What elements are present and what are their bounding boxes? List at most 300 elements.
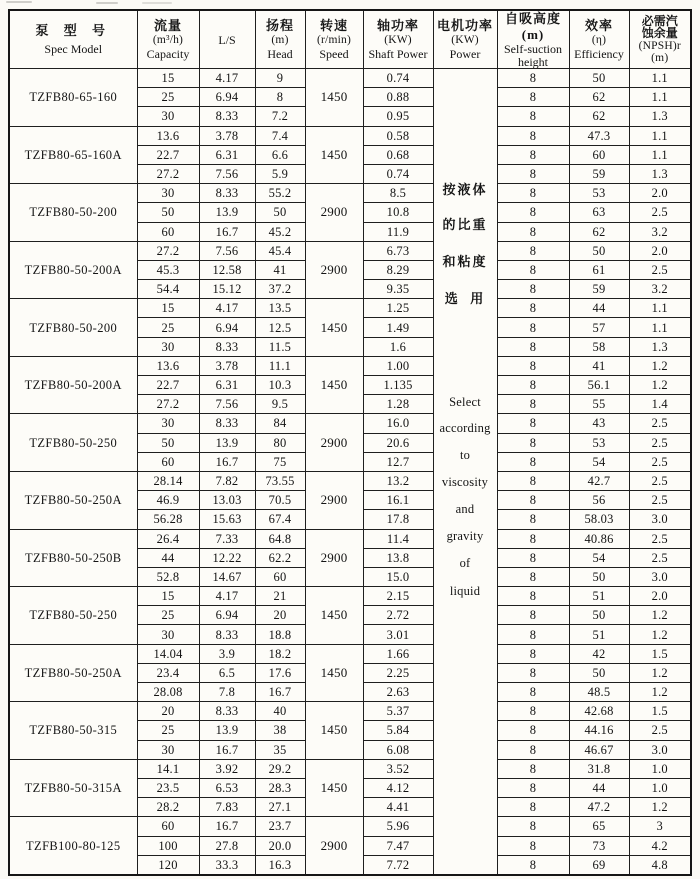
ls-cell: 13.9 <box>199 433 255 452</box>
header-label-en: L/S <box>218 32 236 47</box>
spec-row <box>9 356 691 375</box>
ls-cell: 16.7 <box>199 817 255 836</box>
efficiency-cell: 58 <box>569 337 629 356</box>
efficiency-cell: 69 <box>569 855 629 875</box>
shaft-power-cell: 0.88 <box>363 88 433 107</box>
self-suction-cell: 8 <box>497 337 569 356</box>
npsh-cell: 2.5 <box>629 721 691 740</box>
head-cell: 16.7 <box>255 683 305 702</box>
speed-cell: 2900 <box>305 414 363 472</box>
capacity-cell: 22.7 <box>137 376 199 395</box>
capacity-cell: 30 <box>137 740 199 759</box>
shaft-power-cell: 1.28 <box>363 395 433 414</box>
head-cell: 38 <box>255 721 305 740</box>
model-name-cell: TZFB80-50-315A <box>9 759 137 817</box>
self-suction-cell: 8 <box>497 260 569 279</box>
self-suction-cell: 8 <box>497 356 569 375</box>
spec-row <box>9 299 691 318</box>
self-suction-cell: 8 <box>497 107 569 126</box>
shaft-power-cell: 10.8 <box>363 203 433 222</box>
header-label-zh: 必需汽 <box>641 13 678 28</box>
speed-cell: 2900 <box>305 817 363 875</box>
head-cell: 37.2 <box>255 280 305 299</box>
capacity-cell: 120 <box>137 855 199 875</box>
head-cell: 21 <box>255 587 305 606</box>
efficiency-cell: 42.68 <box>569 702 629 721</box>
ls-cell: 6.31 <box>199 145 255 164</box>
capacity-cell: 52.8 <box>137 567 199 586</box>
header-row <box>9 10 691 69</box>
capacity-cell: 13.6 <box>137 126 199 145</box>
self-suction-cell: 8 <box>497 395 569 414</box>
npsh-cell: 2.0 <box>629 241 691 260</box>
head-cell: 18.2 <box>255 644 305 663</box>
efficiency-cell: 42.7 <box>569 471 629 490</box>
header-label-en: Head <box>267 47 293 61</box>
efficiency-cell: 50 <box>569 567 629 586</box>
head-cell: 75 <box>255 452 305 471</box>
header-unit: (KW) <box>384 34 412 46</box>
head-cell: 60 <box>255 567 305 586</box>
shaft-power-cell: 6.73 <box>363 241 433 260</box>
col-header-self-suction <box>497 10 569 69</box>
shaft-power-cell: 8.5 <box>363 184 433 203</box>
scan-artifact <box>142 2 172 4</box>
self-suction-cell: 8 <box>497 433 569 452</box>
npsh-cell: 2.5 <box>629 433 691 452</box>
npsh-cell: 3 <box>629 817 691 836</box>
efficiency-cell: 59 <box>569 280 629 299</box>
table-body <box>9 69 691 875</box>
efficiency-cell: 58.03 <box>569 510 629 529</box>
capacity-cell: 28.08 <box>137 683 199 702</box>
model-name-cell: TZFB100-80-125 <box>9 817 137 875</box>
power-note-line: gravity <box>446 529 484 543</box>
header-label-zh: 轴功率 <box>376 18 419 33</box>
capacity-cell: 28.14 <box>137 471 199 490</box>
ls-cell: 14.67 <box>199 567 255 586</box>
ls-cell: 8.33 <box>199 625 255 644</box>
header-label-en: Spec Model <box>44 42 103 56</box>
shaft-power-cell: 1.49 <box>363 318 433 337</box>
model-name-cell: TZFB80-50-250B <box>9 529 137 587</box>
capacity-cell: 30 <box>137 107 199 126</box>
capacity-cell: 25 <box>137 721 199 740</box>
efficiency-cell: 42 <box>569 644 629 663</box>
head-cell: 9.5 <box>255 395 305 414</box>
ls-cell: 7.56 <box>199 395 255 414</box>
header-unit: (r/min) <box>317 34 351 46</box>
head-cell: 13.5 <box>255 299 305 318</box>
model-name-cell: TZFB80-50-250 <box>9 414 137 472</box>
efficiency-cell: 46.67 <box>569 740 629 759</box>
spec-row <box>9 817 691 836</box>
self-suction-cell: 8 <box>497 280 569 299</box>
header-unit: (m³/h) <box>152 34 184 46</box>
capacity-cell: 25 <box>137 606 199 625</box>
head-cell: 10.3 <box>255 376 305 395</box>
ls-cell: 7.8 <box>199 683 255 702</box>
efficiency-cell: 60 <box>569 145 629 164</box>
ls-cell: 6.5 <box>199 663 255 682</box>
power-note-line: of <box>459 556 471 570</box>
npsh-cell: 2.5 <box>629 203 691 222</box>
self-suction-cell: 8 <box>497 529 569 548</box>
head-cell: 8 <box>255 88 305 107</box>
ls-cell: 15.12 <box>199 280 255 299</box>
header-unit: (NPSH)r <box>638 39 681 52</box>
npsh-cell: 2.5 <box>629 491 691 510</box>
speed-cell: 1450 <box>305 299 363 357</box>
spec-row <box>9 759 691 778</box>
header-label-en: Speed <box>319 47 349 61</box>
power-note-line: 的比重 <box>442 217 488 232</box>
efficiency-cell: 44 <box>569 778 629 797</box>
spec-row <box>9 702 691 721</box>
npsh-cell: 1.3 <box>629 107 691 126</box>
capacity-cell: 15 <box>137 299 199 318</box>
shaft-power-cell: 9.35 <box>363 280 433 299</box>
npsh-cell: 3.0 <box>629 567 691 586</box>
head-cell: 45.4 <box>255 241 305 260</box>
efficiency-cell: 62 <box>569 88 629 107</box>
shaft-power-cell: 2.15 <box>363 587 433 606</box>
head-cell: 70.5 <box>255 491 305 510</box>
model-name-cell: TZFB80-65-160 <box>9 69 137 127</box>
capacity-cell: 15 <box>137 587 199 606</box>
self-suction-cell: 8 <box>497 740 569 759</box>
header-label-en: Power <box>449 47 481 61</box>
efficiency-cell: 62 <box>569 222 629 241</box>
capacity-cell: 60 <box>137 452 199 471</box>
power-note-line: 选 用 <box>444 291 486 306</box>
capacity-cell: 27.2 <box>137 395 199 414</box>
npsh-cell: 1.0 <box>629 759 691 778</box>
self-suction-cell: 8 <box>497 145 569 164</box>
self-suction-cell: 8 <box>497 203 569 222</box>
head-cell: 35 <box>255 740 305 759</box>
head-cell: 62.2 <box>255 548 305 567</box>
shaft-power-cell: 1.25 <box>363 299 433 318</box>
npsh-cell: 1.4 <box>629 395 691 414</box>
npsh-cell: 2.5 <box>629 529 691 548</box>
col-header-ls <box>199 10 255 69</box>
col-header-head <box>255 10 305 69</box>
self-suction-cell: 8 <box>497 702 569 721</box>
capacity-cell: 54.4 <box>137 280 199 299</box>
ls-cell: 4.17 <box>199 69 255 88</box>
npsh-cell: 1.2 <box>629 663 691 682</box>
self-suction-cell: 8 <box>497 491 569 510</box>
spec-row <box>9 241 691 260</box>
col-header-spec-model <box>9 10 137 69</box>
shaft-power-cell: 16.0 <box>363 414 433 433</box>
header-label-zh: 电机功率 <box>436 18 493 33</box>
self-suction-cell: 8 <box>497 625 569 644</box>
head-cell: 20.0 <box>255 836 305 855</box>
capacity-cell: 60 <box>137 222 199 241</box>
head-cell: 7.4 <box>255 126 305 145</box>
shaft-power-cell: 1.135 <box>363 376 433 395</box>
self-suction-cell: 8 <box>497 184 569 203</box>
self-suction-cell: 8 <box>497 241 569 260</box>
spec-row <box>9 587 691 606</box>
head-cell: 80 <box>255 433 305 452</box>
head-cell: 84 <box>255 414 305 433</box>
header-label-en: Shaft Power <box>368 47 428 61</box>
self-suction-cell: 8 <box>497 414 569 433</box>
npsh-cell: 1.2 <box>629 606 691 625</box>
ls-cell: 6.94 <box>199 606 255 625</box>
self-suction-cell: 8 <box>497 721 569 740</box>
npsh-cell: 2.5 <box>629 452 691 471</box>
shaft-power-cell: 3.01 <box>363 625 433 644</box>
self-suction-cell: 8 <box>497 510 569 529</box>
efficiency-cell: 55 <box>569 395 629 414</box>
npsh-cell: 1.0 <box>629 778 691 797</box>
shaft-power-cell: 20.6 <box>363 433 433 452</box>
head-cell: 41 <box>255 260 305 279</box>
capacity-cell: 23.5 <box>137 778 199 797</box>
shaft-power-cell: 1.66 <box>363 644 433 663</box>
self-suction-cell: 8 <box>497 778 569 797</box>
speed-cell: 1450 <box>305 356 363 414</box>
efficiency-cell: 56 <box>569 491 629 510</box>
npsh-cell: 1.1 <box>629 126 691 145</box>
shaft-power-cell: 6.08 <box>363 740 433 759</box>
self-suction-cell: 8 <box>497 683 569 702</box>
shaft-power-cell: 16.1 <box>363 491 433 510</box>
shaft-power-cell: 2.63 <box>363 683 433 702</box>
speed-cell: 2900 <box>305 184 363 242</box>
header-unit: (KW) <box>451 34 479 46</box>
shaft-power-cell: 0.68 <box>363 145 433 164</box>
shaft-power-cell: 4.41 <box>363 798 433 817</box>
shaft-power-cell: 11.9 <box>363 222 433 241</box>
ls-cell: 8.33 <box>199 107 255 126</box>
ls-cell: 7.83 <box>199 798 255 817</box>
scan-artifact <box>6 1 32 3</box>
efficiency-cell: 40.86 <box>569 529 629 548</box>
shaft-power-cell: 1.00 <box>363 356 433 375</box>
header-label-en: Self-suction <box>504 42 562 56</box>
head-cell: 7.2 <box>255 107 305 126</box>
capacity-cell: 30 <box>137 625 199 644</box>
ls-cell: 7.56 <box>199 241 255 260</box>
efficiency-cell: 61 <box>569 260 629 279</box>
shaft-power-cell: 5.84 <box>363 721 433 740</box>
speed-cell: 1450 <box>305 126 363 184</box>
capacity-cell: 27.2 <box>137 164 199 183</box>
model-name-cell: TZFB80-50-250A <box>9 471 137 529</box>
scan-artifact <box>96 2 118 4</box>
head-cell: 11.5 <box>255 337 305 356</box>
power-note-line: viscosity <box>441 475 489 489</box>
self-suction-cell: 8 <box>497 126 569 145</box>
efficiency-cell: 50 <box>569 606 629 625</box>
npsh-cell: 2.5 <box>629 414 691 433</box>
ls-cell: 16.7 <box>199 452 255 471</box>
ls-cell: 13.9 <box>199 203 255 222</box>
npsh-cell: 1.1 <box>629 299 691 318</box>
ls-cell: 6.53 <box>199 778 255 797</box>
shaft-power-cell: 12.7 <box>363 452 433 471</box>
self-suction-cell: 8 <box>497 318 569 337</box>
spec-row <box>9 69 691 88</box>
capacity-cell: 27.2 <box>137 241 199 260</box>
shaft-power-cell: 2.25 <box>363 663 433 682</box>
capacity-cell: 50 <box>137 203 199 222</box>
table-header <box>9 10 691 69</box>
npsh-cell: 1.5 <box>629 702 691 721</box>
header-label-zh: 自吸高度(m) <box>504 11 561 42</box>
header-unit: (m) <box>651 52 669 64</box>
col-header-shaft-power <box>363 10 433 69</box>
capacity-cell: 25 <box>137 88 199 107</box>
header-label-zh: 转速 <box>319 18 348 33</box>
npsh-cell: 1.2 <box>629 625 691 644</box>
npsh-cell: 1.1 <box>629 88 691 107</box>
shaft-power-cell: 5.37 <box>363 702 433 721</box>
shaft-power-cell: 13.8 <box>363 548 433 567</box>
efficiency-cell: 53 <box>569 184 629 203</box>
shaft-power-cell: 0.58 <box>363 126 433 145</box>
col-header-speed <box>305 10 363 69</box>
npsh-cell: 1.3 <box>629 164 691 183</box>
npsh-cell: 3.2 <box>629 280 691 299</box>
speed-cell: 1450 <box>305 702 363 760</box>
efficiency-cell: 47.3 <box>569 126 629 145</box>
efficiency-cell: 47.2 <box>569 798 629 817</box>
self-suction-cell: 8 <box>497 759 569 778</box>
ls-cell: 3.78 <box>199 356 255 375</box>
head-cell: 16.3 <box>255 855 305 875</box>
capacity-cell: 22.7 <box>137 145 199 164</box>
npsh-cell: 3.2 <box>629 222 691 241</box>
efficiency-cell: 50 <box>569 69 629 88</box>
power-note-line: Select <box>449 395 481 409</box>
head-cell: 11.1 <box>255 356 305 375</box>
efficiency-cell: 62 <box>569 107 629 126</box>
spec-row <box>9 644 691 663</box>
ls-cell: 13.03 <box>199 491 255 510</box>
shaft-power-cell: 0.95 <box>363 107 433 126</box>
efficiency-cell: 51 <box>569 587 629 606</box>
capacity-cell: 23.4 <box>137 663 199 682</box>
head-cell: 17.6 <box>255 663 305 682</box>
self-suction-cell: 8 <box>497 567 569 586</box>
efficiency-cell: 54 <box>569 452 629 471</box>
speed-cell: 1450 <box>305 69 363 127</box>
ls-cell: 8.33 <box>199 184 255 203</box>
shaft-power-cell: 8.29 <box>363 260 433 279</box>
header-label-zh: 效率 <box>584 18 613 33</box>
ls-cell: 16.7 <box>199 740 255 759</box>
power-note-line: liquid <box>449 584 481 598</box>
efficiency-cell: 41 <box>569 356 629 375</box>
ls-cell: 3.9 <box>199 644 255 663</box>
self-suction-cell: 8 <box>497 663 569 682</box>
model-name-cell: TZFB80-50-250A <box>9 644 137 702</box>
power-note-line: according <box>439 421 491 435</box>
head-cell: 6.6 <box>255 145 305 164</box>
self-suction-cell: 8 <box>497 798 569 817</box>
ls-cell: 8.33 <box>199 702 255 721</box>
model-name-cell: TZFB80-65-160A <box>9 126 137 184</box>
self-suction-cell: 8 <box>497 471 569 490</box>
self-suction-cell: 8 <box>497 817 569 836</box>
efficiency-cell: 54 <box>569 548 629 567</box>
capacity-cell: 56.28 <box>137 510 199 529</box>
shaft-power-cell: 7.72 <box>363 855 433 875</box>
shaft-power-cell: 4.12 <box>363 778 433 797</box>
self-suction-cell: 8 <box>497 644 569 663</box>
power-note-line: and <box>455 502 475 516</box>
head-cell: 40 <box>255 702 305 721</box>
efficiency-cell: 59 <box>569 164 629 183</box>
ls-cell: 12.22 <box>199 548 255 567</box>
self-suction-cell: 8 <box>497 376 569 395</box>
head-cell: 5.9 <box>255 164 305 183</box>
col-header-efficiency <box>569 10 629 69</box>
npsh-cell: 3.0 <box>629 510 691 529</box>
efficiency-cell: 65 <box>569 817 629 836</box>
self-suction-cell: 8 <box>497 548 569 567</box>
head-cell: 27.1 <box>255 798 305 817</box>
efficiency-cell: 56.1 <box>569 376 629 395</box>
header-label-en: Efficiency <box>574 47 624 61</box>
efficiency-cell: 31.8 <box>569 759 629 778</box>
capacity-cell: 30 <box>137 337 199 356</box>
shaft-power-cell: 1.6 <box>363 337 433 356</box>
ls-cell: 3.92 <box>199 759 255 778</box>
efficiency-cell: 50 <box>569 241 629 260</box>
efficiency-cell: 44.16 <box>569 721 629 740</box>
self-suction-cell: 8 <box>497 855 569 875</box>
npsh-cell: 2.5 <box>629 548 691 567</box>
capacity-cell: 14.1 <box>137 759 199 778</box>
power-note-line: to <box>459 448 471 462</box>
ls-cell: 7.56 <box>199 164 255 183</box>
npsh-cell: 2.0 <box>629 184 691 203</box>
npsh-cell: 2.5 <box>629 260 691 279</box>
efficiency-cell: 48.5 <box>569 683 629 702</box>
npsh-cell: 4.8 <box>629 855 691 875</box>
shaft-power-cell: 2.72 <box>363 606 433 625</box>
capacity-cell: 50 <box>137 433 199 452</box>
head-cell: 9 <box>255 69 305 88</box>
npsh-cell: 1.2 <box>629 683 691 702</box>
self-suction-cell: 8 <box>497 222 569 241</box>
efficiency-cell: 51 <box>569 625 629 644</box>
speed-cell: 2900 <box>305 529 363 587</box>
npsh-cell: 2.5 <box>629 471 691 490</box>
shaft-power-cell: 17.8 <box>363 510 433 529</box>
header-label-zh: 流量 <box>153 18 182 33</box>
shaft-power-cell: 0.74 <box>363 164 433 183</box>
ls-cell: 6.31 <box>199 376 255 395</box>
capacity-cell: 100 <box>137 836 199 855</box>
shaft-power-cell: 5.96 <box>363 817 433 836</box>
capacity-cell: 25 <box>137 318 199 337</box>
npsh-cell: 1.2 <box>629 376 691 395</box>
head-cell: 23.7 <box>255 817 305 836</box>
npsh-cell: 1.1 <box>629 145 691 164</box>
pump-spec-table <box>8 9 692 876</box>
header-unit: (η) <box>591 34 607 46</box>
model-name-cell: TZFB80-50-315 <box>9 702 137 760</box>
capacity-cell: 44 <box>137 548 199 567</box>
